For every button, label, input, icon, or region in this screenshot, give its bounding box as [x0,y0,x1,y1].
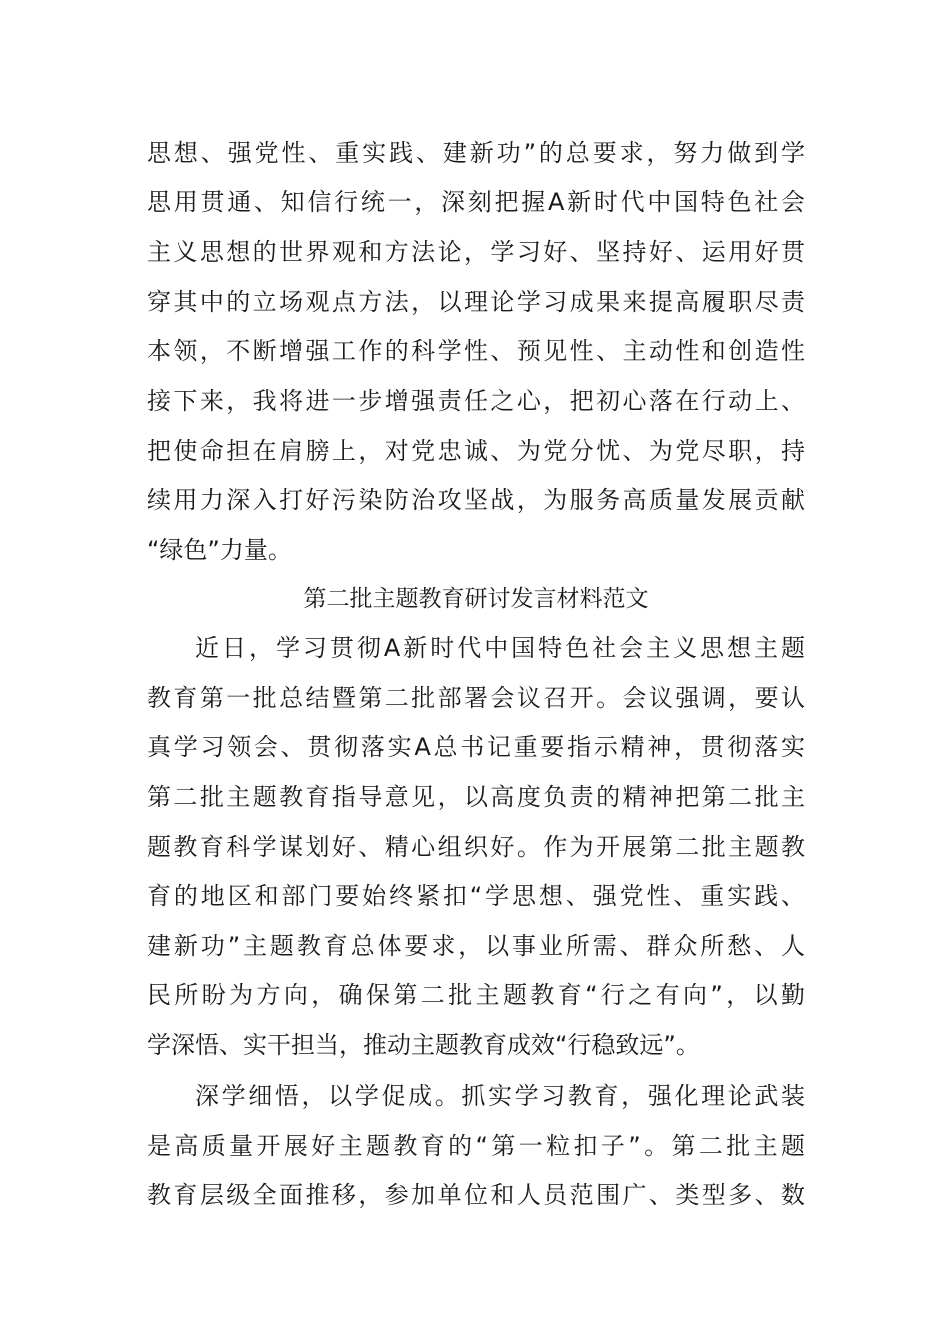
text-line: 真学习领会、贯彻落实A总书记重要指示精神，贯彻落实 [147,733,805,761]
text-line: 民所盼为方向，确保第二批主题教育“行之有向”，以勤 [147,981,805,1009]
text-line: 育的地区和部门要始终紧扣“学思想、强党性、重实践、 [147,882,805,910]
text-line: 本领，不断增强工作的科学性、预见性、主动性和创造性 [147,337,805,365]
text-line: 主义思想的世界观和方法论，学习好、坚持好、运用好贯 [147,238,805,266]
text-line: 思用贯通、知信行统一，深刻把握A新时代中国特色社会 [147,188,805,216]
text-line: 穿其中的立场观点方法，以理论学习成果来提高履职尽责 [147,288,805,316]
text-line: 题教育科学谋划好、精心组织好。作为开展第二批主题教 [147,833,805,861]
text-line: 建新功”主题教育总体要求，以事业所需、群众所愁、人 [147,932,805,960]
text-line: 第二批主题教育指导意见，以高度负责的精神把第二批主 [147,783,805,811]
text-line: 接下来，我将进一步增强责任之心，把初心落在行动上、 [147,387,805,415]
text-line: 把使命担在肩膀上，对党忠诚、为党分忧、为党尽职，持 [147,437,805,465]
text-line: 思想、强党性、重实践、建新功”的总要求，努力做到学 [147,139,805,167]
text-line: 续用力深入打好污染防治攻坚战，为服务高质量发展贡献 [147,486,805,514]
text-line: 教育层级全面推移，参加单位和人员范围广、类型多、数 [147,1181,805,1209]
paragraph-first-line: 近日，学习贯彻A新时代中国特色社会主义思想主题 [195,634,805,662]
text-line: 是高质量开展好主题教育的“第一粒扣子”。第二批主题 [147,1132,805,1160]
text-line: 学深悟、实干担当，推动主题教育成效“行稳致远”。 [147,1031,700,1059]
section-heading: 第二批主题教育研讨发言材料范文 [303,586,649,612]
paragraph-first-line: 深学细悟，以学促成。抓实学习教育，强化理论武装 [195,1082,805,1110]
text-line: 教育第一批总结暨第二批部署会议召开。会议强调，要认 [147,684,805,712]
text-line: “绿色”力量。 [147,536,292,564]
